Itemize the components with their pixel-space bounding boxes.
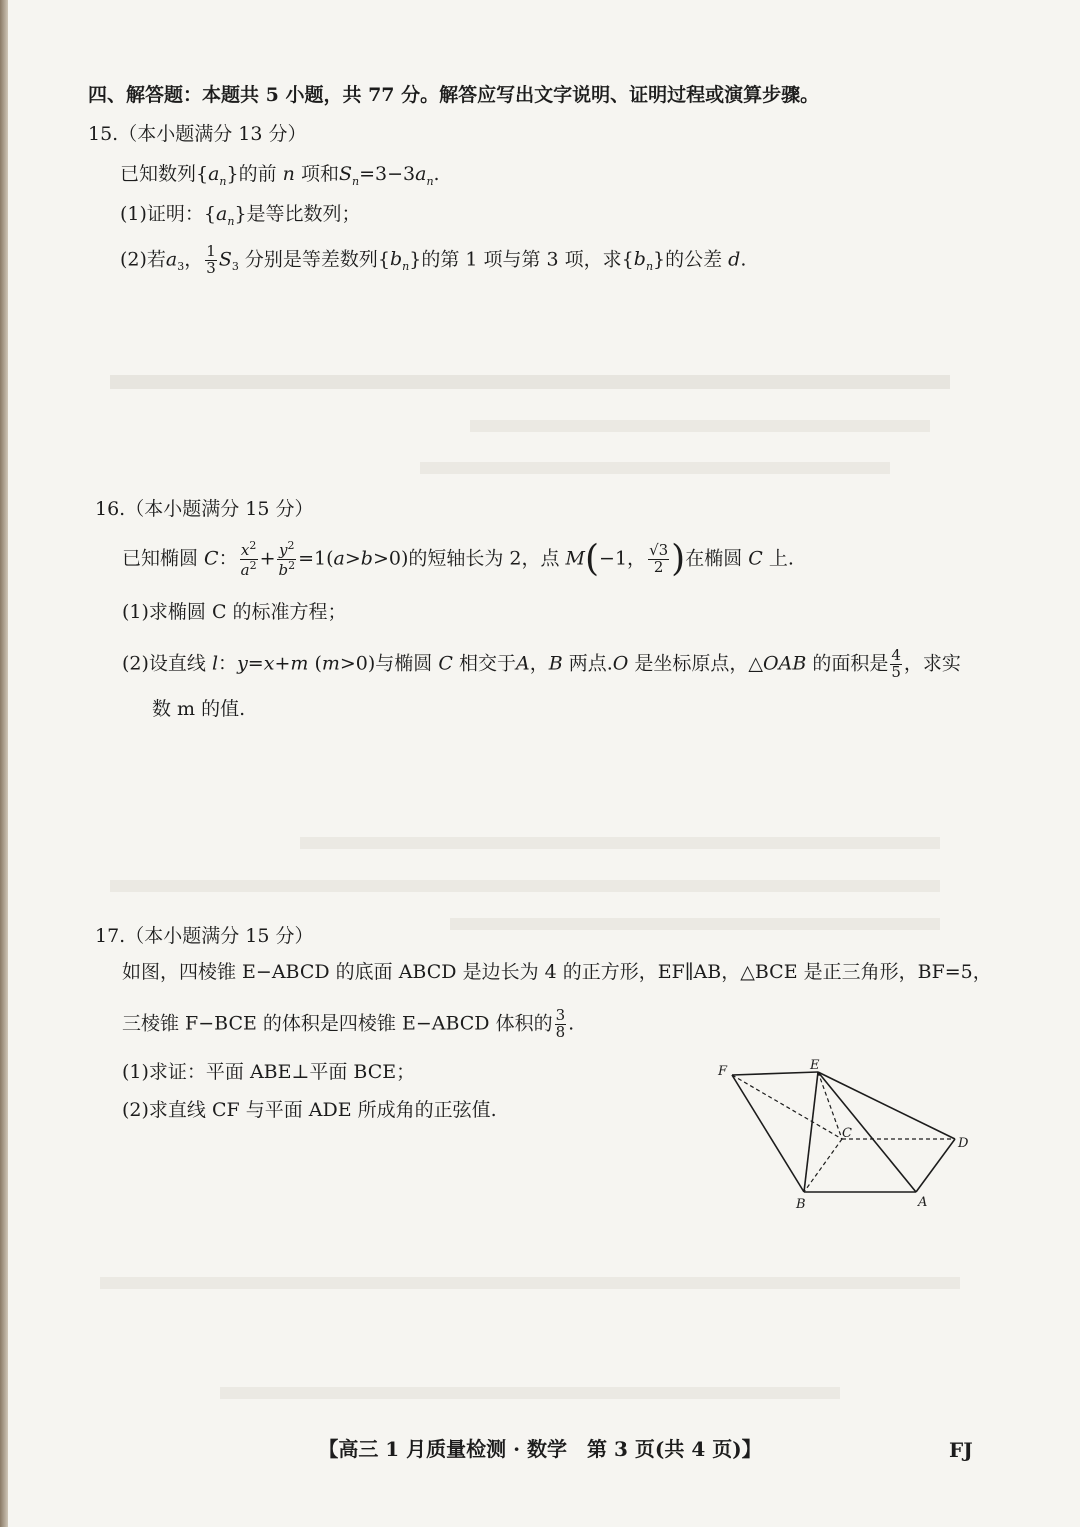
q16-part1: (1)求椭圆 C 的标准方程；	[122, 601, 347, 623]
label-A: A	[918, 1195, 928, 1210]
footer-code: FJ	[949, 1438, 973, 1462]
q15-stem: 已知数列$\{a_n\}$的前 n 项和$S_n=3-3a_n$.	[120, 163, 440, 188]
q15-part2: (2)若$a_3$， $\frac{1}{3}$ $S_3$ 分别是等差数列$\{b_n\}$的第 1 项与第 3 项，求$\{b_n\}$的公差 d.	[120, 242, 747, 277]
label-B: B	[796, 1197, 806, 1212]
q17-header: 17.（本小题满分 15 分）	[95, 925, 314, 947]
page-edge-shadow	[0, 0, 8, 1527]
q17-stem1: 如图，四棱锥 E−ABCD 的底面 ABCD 是边长为 4 的正方形，EF∥AB，△BCE 是正三角形，BF=5，	[122, 961, 992, 983]
q16-stem: 已知椭圆 C： $\frac{x^2}{a^2}$ + $\frac{y^2}{b^2}$ =1(a>b>0)的短轴长为 2，点 M(−1， $\frac{√3}{2}$ )在椭圆 C 上.	[122, 538, 794, 580]
label-D: D	[958, 1136, 969, 1151]
q15-fraction: $\frac{1}{3}$	[206, 242, 216, 277]
label-F: F	[718, 1064, 728, 1079]
pyramid-figure	[700, 1055, 990, 1215]
q17-part2: (2)求直线 CF 与平面 ADE 所成角的正弦值.	[122, 1099, 497, 1121]
q16-header: 16.（本小题满分 15 分）	[95, 498, 314, 520]
q17-part1: (1)求证：平面 ABE⊥平面 BCE；	[122, 1061, 416, 1083]
label-C: C	[842, 1126, 852, 1141]
q16-part2: (2)设直线 l：y=x+m (m>0)与椭圆 C 相交于A，B 两点.O 是坐标原点，△OAB 的面积是 $\frac{4}{5}$ ，求实	[122, 646, 961, 681]
q17-stem2: 三棱锥 F−BCE 的体积是四棱锥 E−ABCD 体积的 $\frac{3}{8}$ .	[122, 1006, 575, 1041]
q15-header: 15.（本小题满分 13 分）	[88, 123, 307, 145]
q16-part2-cont: 数 m 的值.	[152, 698, 246, 720]
page-footer: 【高三 1 月质量检测 · 数学 第 3 页(共 4 页)】	[318, 1437, 762, 1461]
section-header: 四、解答题：本题共 5 小题，共 77 分。解答应写出文字说明、证明过程或演算步骤。	[88, 84, 820, 106]
q15-part1: (1)证明：$\{a_n\}$是等比数列；	[120, 203, 361, 228]
label-E: E	[810, 1058, 820, 1073]
